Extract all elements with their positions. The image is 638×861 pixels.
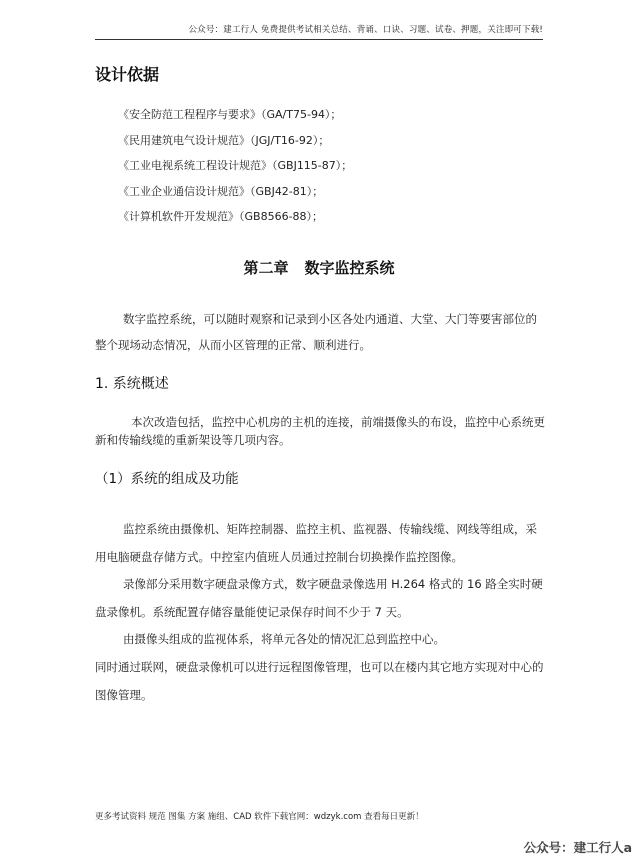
remote-management-paragraph: 同时通过联网，硬盘录像机可以进行远程图像管理，也可以在楼内其它地方实现对中心的图像管理。 (95, 660, 544, 702)
reference-item: 《工业电视系统工程设计规范》（GBJ115-87）； (118, 159, 353, 172)
reference-item: 《安全防范工程程序与要求》（GA/T75-94）； (118, 108, 342, 121)
composition-heading: （1）系统的组成及功能 (95, 471, 239, 487)
composition-paragraph: 监控系统由摄像机、矩阵控制器、监控主机、监视器、传输线缆、网线等组成，采用电脑硬盘存储方式。中控室内值班人员通过控制台切换操作监控图像。 (95, 522, 537, 564)
reference-list (118, 107, 352, 235)
overview-heading: 1. 系统概述 (95, 376, 169, 392)
overview-paragraph: 本次改造包括，监控中心机房的主机的连接，前端摄像头的布设，监控中心系统更新和传输线缆的重新架设等几项内容。 (95, 415, 545, 447)
footer-note: 更多考试资料 规范 图集 方案 施组、CAD 软件下载官网：wdzyk.com 查看每日更新！ (95, 812, 424, 822)
chapter-number: 第二章 (243, 259, 289, 277)
reference-item: 《计算机软件开发规范》（GB8566-88）； (118, 210, 324, 223)
reference-item: 《工业企业通信设计规范》（GBJ42-81）； (118, 184, 324, 198)
recording-paragraph: 录像部分采用数字硬盘录像方式，数字硬盘录像选用 H.264 格式的 16 路全实时硬盘录像机。系统配置存储容量能使记录保存时间不少于 7 天。 (95, 577, 543, 619)
chapter-title (95, 257, 543, 279)
chapter-name: 数字监控系统 (304, 259, 395, 277)
reference-item: 《民用建筑电气设计规范》（JGJ/T16-92）； (118, 133, 330, 147)
header-note: 公众号：建工行人 免费提供考试相关总结、背诵、口诀、习题、试卷、押题，关注即可下载! (188, 25, 543, 35)
camera-paragraph: 由摄像头组成的监视体系，将单元各处的情况汇总到监控中心。 (123, 632, 445, 646)
intro-paragraph: 数字监控系统，可以随时观察和记录到小区各处内通道、大堂、大门等要害部位的整个现场动态情况，从而小区管理的正常、顺利进行。 (95, 312, 537, 352)
header-divider (95, 39, 543, 40)
watermark: 公众号：建工行人a (523, 840, 632, 855)
design-basis-title: 设计依据 (95, 65, 160, 84)
